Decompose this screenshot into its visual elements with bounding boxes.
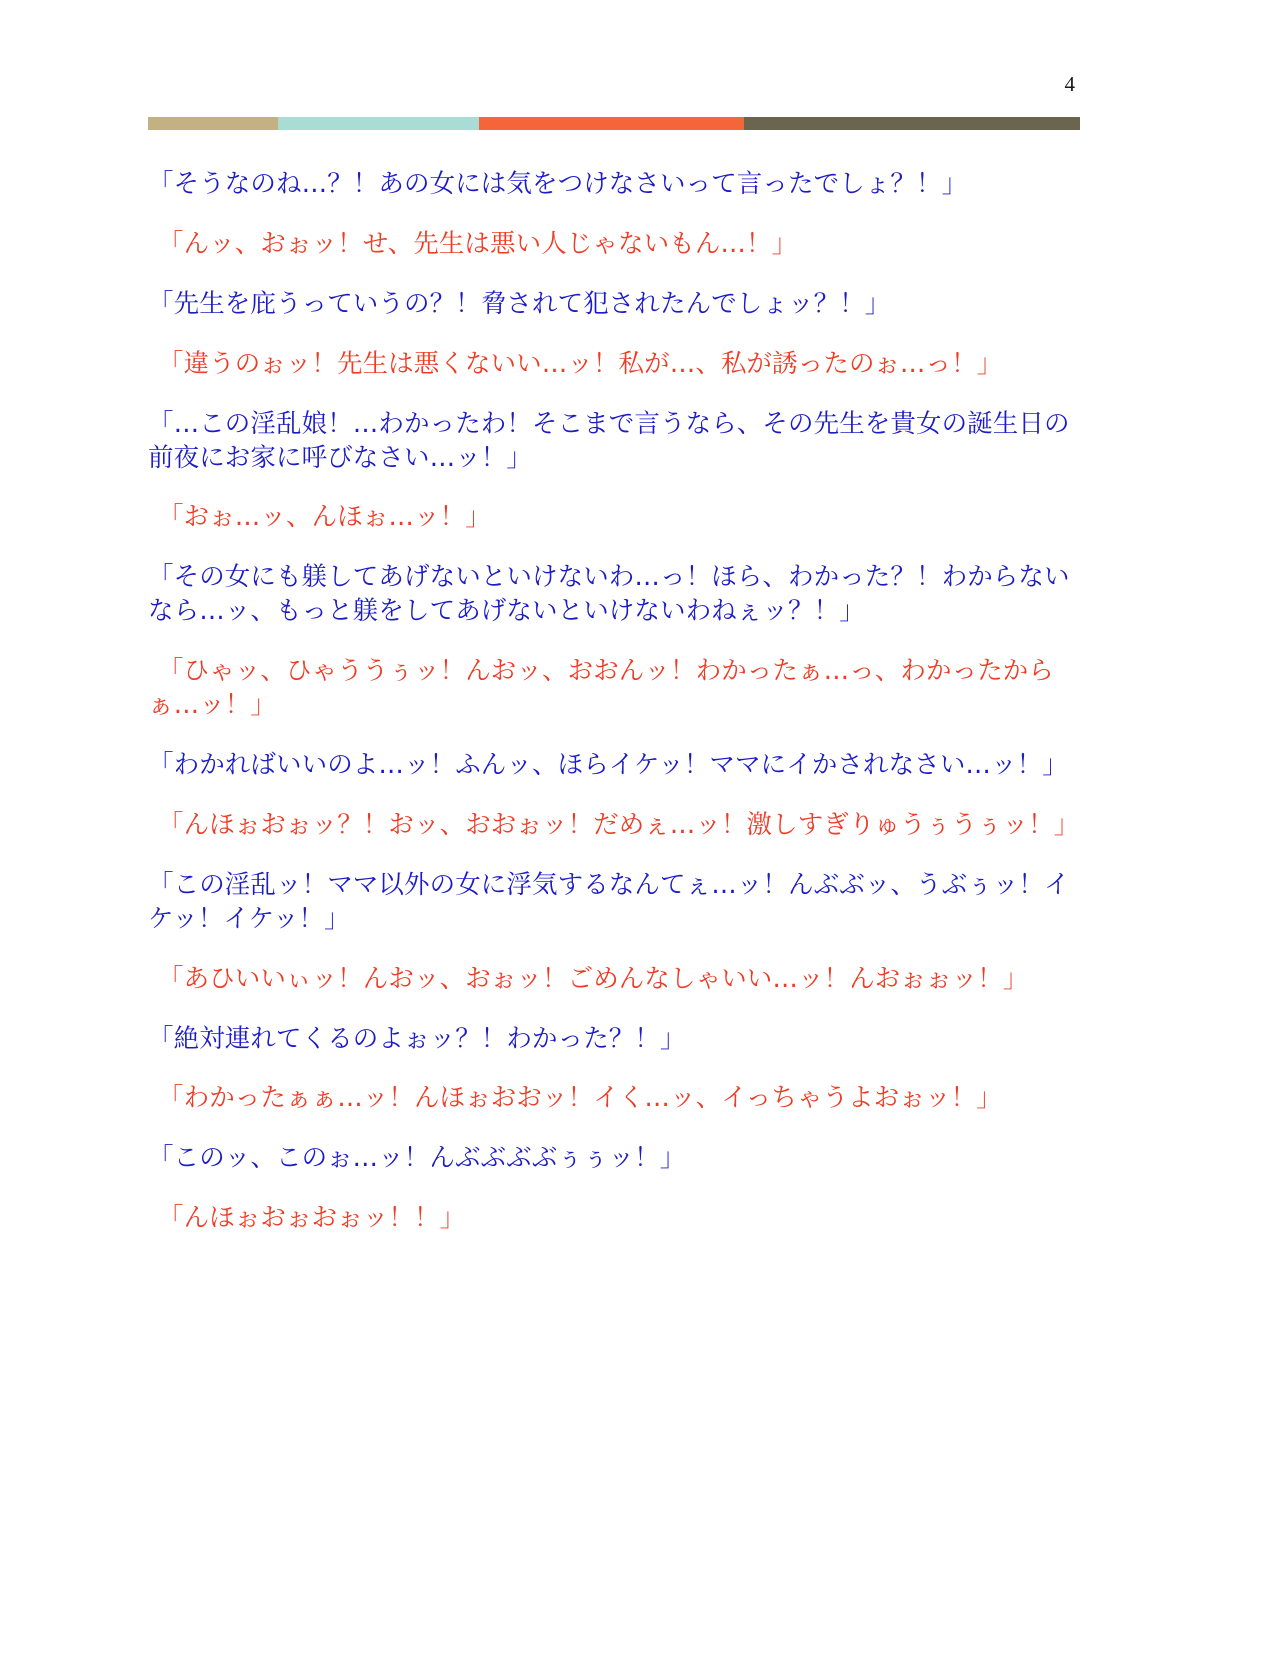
rule-segment-2	[278, 117, 478, 130]
rule-segment-3	[479, 117, 745, 130]
dialogue-line: 「あひいいぃッ！んおッ、おぉッ！ごめんなしゃいい…ッ！んおぉぉッ！」	[158, 963, 1029, 994]
dialogue-line: 「違うのぉッ！先生は悪くないい…ッ！私が…、私が誘ったのぉ…っ！」	[158, 348, 1003, 379]
dialogue-line: 「そうなのね…？！あの女には気をつけなさいって言ったでしょ？！」	[148, 169, 968, 199]
page-number: 4	[1064, 72, 1075, 96]
dialogue-line: 「この淫乱ッ！ママ以外の女に浮気するなんてぇ…ッ！んぶぶッ、うぶぅッ！イケッ！イケッ！」	[148, 869, 1070, 934]
dialogue-line: 「んほぉおぉッ？！おッ、おおぉッ！だめぇ…ッ！激しすぎりゅうぅうぅッ！」	[158, 809, 1080, 840]
dialogue-line: 「んほぉおぉおぉッ！！」	[158, 1203, 466, 1234]
document-body	[148, 168, 1078, 1262]
decorative-rule	[148, 117, 1080, 130]
dialogue-line: 「絶対連れてくるのよぉッ？！わかった？！」	[148, 1023, 686, 1054]
dialogue-line: 「先生を庇うっていうの？！脅されて犯されたんでしょッ？！」	[148, 288, 891, 319]
dialogue-line: 「…この淫乱娘！…わかったわ！そこまで言うなら、その先生を貴女の誕生日の前夜にお家に呼びなさい…ッ！」	[148, 408, 1070, 473]
dialogue-line: 「ひゃッ、ひゃううぅッ！んおッ、おおんッ！わかったぁ…っ、わかったからぁ…ッ！」	[148, 656, 1055, 721]
dialogue-line: 「その女にも躾してあげないといけないわ…っ！ほら、わかった？！わからないなら…ッ、もっと躾をしてあげないといけないわねぇッ？！」	[148, 562, 1070, 627]
rule-segment-1	[148, 117, 278, 130]
dialogue-line: 「おぉ…ッ、んほぉ…ッ！」	[158, 502, 491, 533]
rule-segment-4	[744, 117, 1080, 130]
dialogue-line: 「んッ、おぉッ！せ、先生は悪い人じゃないもん…！」	[158, 228, 798, 259]
dialogue-line: 「このッ、このぉ…ッ！んぶぶぶぶぅぅッ！」	[148, 1143, 686, 1174]
dialogue-line: 「わかればいいのよ…ッ！ふんッ、ほらイケッ！ママにイかされなさい…ッ！」	[148, 749, 1068, 780]
dialogue-line: 「わかったぁぁ…ッ！んほぉおおッ！イく…ッ、イっちゃうよおぉッ！」	[158, 1083, 1002, 1114]
